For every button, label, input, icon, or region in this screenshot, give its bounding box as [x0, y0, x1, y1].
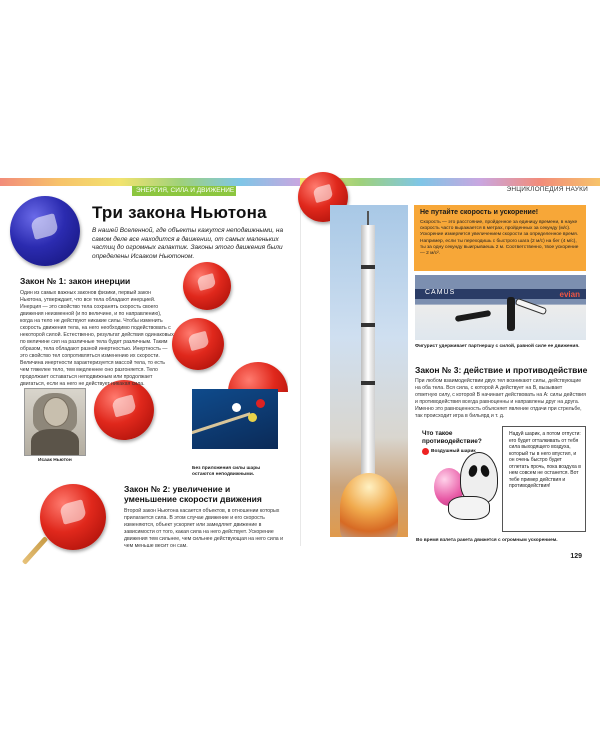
question-item — [422, 448, 500, 455]
rainbow-stripe-left — [0, 178, 300, 186]
red-ball-decoration — [40, 484, 106, 550]
red-ball-decoration — [172, 318, 224, 370]
intro-text: В нашей Вселенной, где объекты кажутся неподвижными, на самом деле все находится в движении, от самых маленьких частиц до огромных галактик. Законы этого движения были определены Исааком Ньютоном. — [92, 227, 284, 260]
page-title: Три закона Ньютона — [92, 203, 267, 222]
warning-title: Не путайте скорость и ускорение! — [420, 209, 539, 216]
page-gutter — [300, 186, 301, 546]
law3-heading: Закон № 3: действие и противодействие — [415, 365, 588, 375]
balloon-icon — [422, 448, 429, 455]
billiard-photo — [192, 389, 278, 449]
section-tag: ЭНЕРГИЯ, СИЛА И ДВИЖЕНИЕ — [132, 186, 236, 196]
rocket-caption: Во время взлета ракета движется с огромным ускорением. — [416, 538, 558, 543]
warning-box — [414, 205, 586, 271]
balloon-explanation-text: Надуй шарик, а потом отпусти: его будет отталкивать от тебя сила выходящего воздуха, который ты в него впустил, и он очень быстро будет отлетать прочь, пока воздуха в нем совсем не останется. Вот тебе пример действия и противодействия! — [509, 431, 581, 489]
red-ball-decoration — [94, 380, 154, 440]
figure-skating-photo — [415, 275, 586, 340]
law2-heading: Закон № 2: увеличение и уменьшение скорости движения — [124, 484, 262, 504]
question-box — [422, 430, 500, 455]
law3-body: При любом взаимодействии двух тел возникают силы, действующие на оба тела. Вся сила, с которой А действует на В, вызывает ответную силу, с которой В начинает действовать на А: силы действия и противодействия всегда равноценны и направлены друг на друга. Именно это равноценность объясняет явление отдачи при стрельбе, так происходит игра в бильярд и т. д. — [415, 378, 586, 419]
rocket-photo — [330, 205, 408, 537]
billiard-caption: Без приложения силы шары остаются неподвижными. — [192, 466, 261, 477]
law1-heading: Закон № 1: закон инерции — [20, 276, 131, 286]
question-item-label: Воздушный шарик — [431, 449, 476, 455]
skate-caption: Фигурист удерживает партнершу с силой, равной силе ее движения. — [415, 344, 580, 349]
warning-body: Скорость — это расстояние, пройденное за единицу времени, в науке скорость часто выражается в метрах, пройденных за секунду (м/с). Ускорение измеряется увеличением скорости за определенное время. Например, если ты переходишь с быстрого шага (2 м/с) на бег (4 м/с), ты за одну секунду выигрываешь 2 м. Соответственно, твое ускорение — 2 м/с². — [420, 220, 579, 257]
banner-text-camus: CAMUS — [425, 289, 456, 296]
red-ball-decoration — [183, 262, 231, 310]
portrait-caption: Исаак Ньютон — [38, 458, 72, 463]
newton-portrait — [24, 388, 86, 456]
balloon-explanation-box — [502, 426, 586, 532]
banner-text-evian: evian — [559, 290, 580, 299]
law1-body: Один из самых важных законов физики, первый закон Ньютона, утверждает, что все тела обладают инерцией. Инерция — это свойство тела сохранять скорость своего движения неизменной (и по величине, и по направлению), когда на тело не действуют никакие силы. Чтобы изменить скорость движения тела, на него необходимо подействовать с некоторой силой. Естественно, результат действия одинаковых по величине сил на различные тела будет различным. Таким образом, тела обладают разной инертностью. Инертность — это свойство тел сопротивляться изменению их скорости. Величина инертности характеризуется массой тела, то есть чем тяжелее тело, тем медленнее оно разгоняется. Тело продолжает оставаться неподвижным или продолжает двигаться, если на него не действует никакая сила. — [20, 290, 174, 387]
encyclopedia-header: ЭНЦИКЛОПЕДИЯ НАУКИ — [506, 186, 588, 193]
blue-ball-decoration — [10, 196, 80, 266]
page-number: 129 — [570, 553, 582, 560]
pencil-decoration — [22, 536, 48, 565]
question-title: Что такое противодействие? — [422, 430, 482, 445]
law2-body: Второй закон Ньютона касается объектов, в отношении которых прилагается сила. В этом случае движение и его скорость изменяются, объект ускоряет или замедляет движение в зависимости от того, какая сила на него действует. Ускорение движения тем сильнее, чем сильнее действующая на него сила и чем меньше весит он сам. — [124, 508, 283, 549]
